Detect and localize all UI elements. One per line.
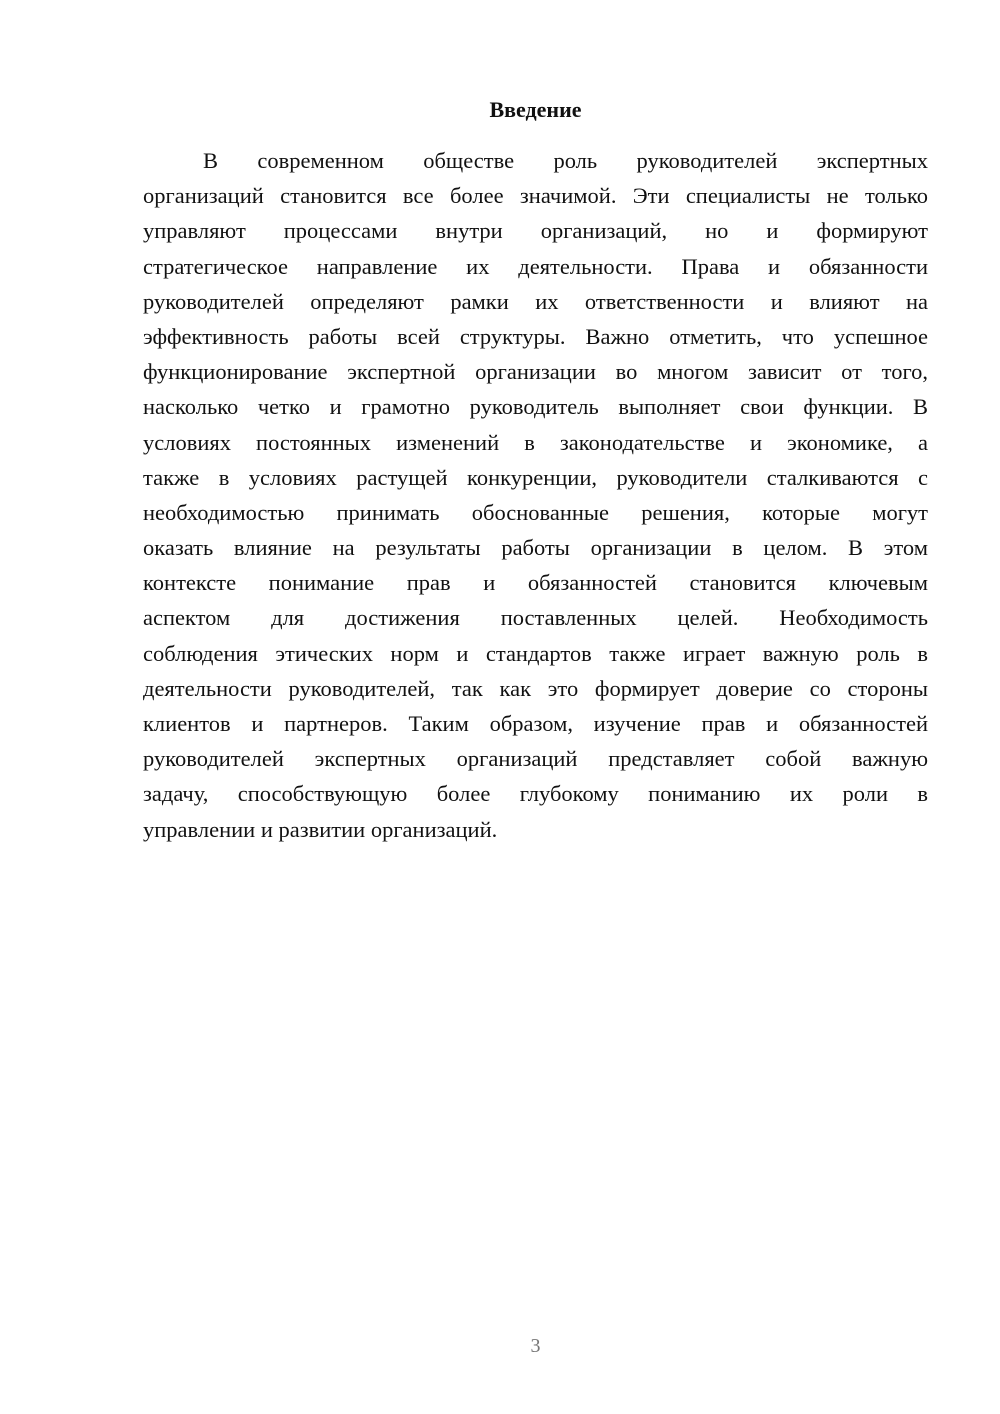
page-number: 3: [530, 1335, 541, 1357]
section-heading: Введение: [489, 97, 582, 122]
paragraph-line: соблюдения этических норм и стандартов также играет важную роль в: [143, 640, 928, 666]
paragraph-line: руководителей определяют рамки их ответственности и влияют на: [143, 288, 928, 314]
paragraph-line: эффективность работы всей структуры. Важно отметить, что успешное: [143, 323, 928, 349]
paragraph-line: контексте понимание прав и обязанностей становится ключевым: [143, 570, 928, 596]
paragraph-line: организаций становится все более значимой. Эти специалисты не только: [143, 183, 928, 209]
paragraph-line: необходимостью принимать обоснованные решения, которые могут: [143, 499, 928, 525]
paragraph-line: управляют процессами внутри организаций, но и формируют: [143, 218, 928, 244]
paragraph-line: управлении и развитии организаций.: [143, 816, 498, 842]
paragraph-line: аспектом для достижения поставленных целей. Необходимость: [143, 605, 928, 631]
paragraph-line: руководителей экспертных организаций представляет собой важную: [143, 746, 928, 772]
paragraph-line: стратегическое направление их деятельности. Права и обязанности: [143, 253, 928, 279]
paragraph-line: условиях постоянных изменений в законодательстве и экономике, а: [143, 429, 928, 455]
paragraph-line: насколько четко и грамотно руководитель выполняет свои функции. В: [143, 394, 928, 420]
paragraph-line: В современном обществе роль руководителей экспертных: [203, 148, 928, 173]
paragraph-line: функционирование экспертной организации во многом зависит от того,: [143, 359, 928, 385]
paragraph-line: также в условиях растущей конкуренции, руководители сталкиваются с: [143, 464, 928, 490]
body-paragraph: [143, 143, 928, 847]
paragraph-line: деятельности руководителей, так как это формирует доверие со стороны: [143, 675, 928, 701]
paragraph-line: оказать влияние на результаты работы организации в целом. В этом: [143, 535, 928, 561]
paragraph-line: задачу, способствующую более глубокому пониманию их роли в: [143, 781, 928, 807]
paragraph-line: клиентов и партнеров. Таким образом, изучение прав и обязанностей: [143, 711, 928, 736]
